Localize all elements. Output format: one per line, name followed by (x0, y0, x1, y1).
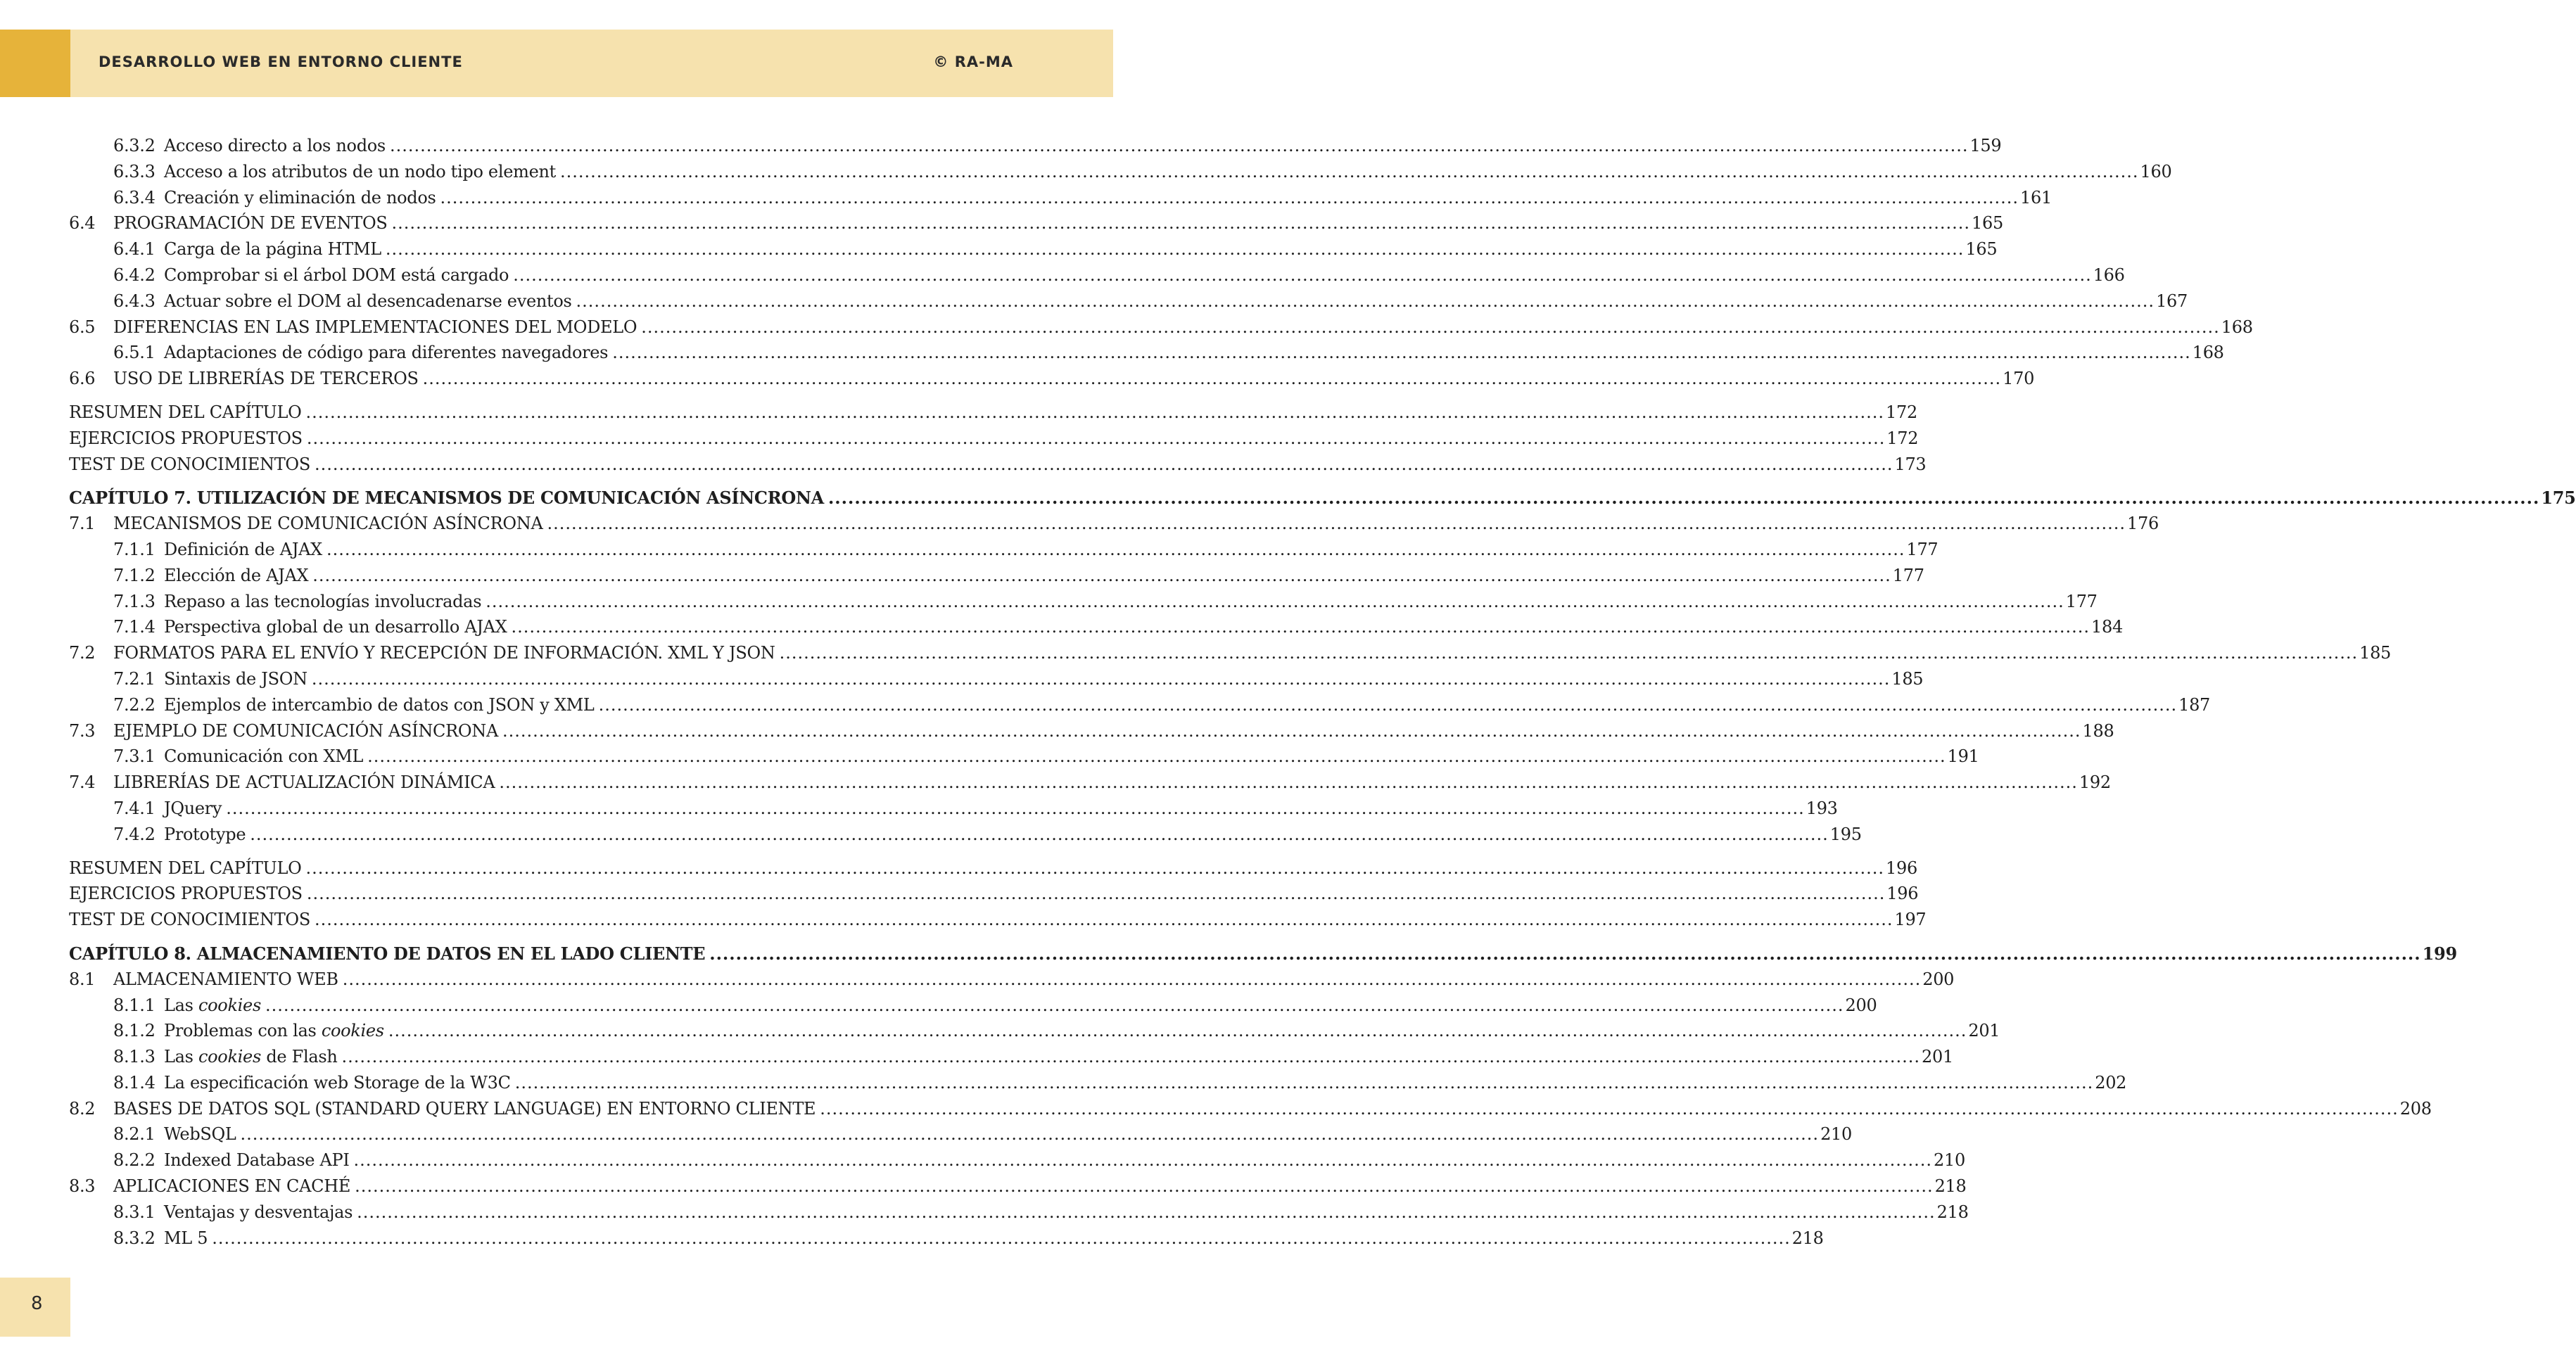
toc-chapter-row[interactable] (69, 488, 2576, 514)
toc-entry-title: WebSQL (164, 1124, 236, 1145)
toc-entry-number: 6.3.2 (113, 136, 156, 155)
toc-row[interactable] (69, 402, 1917, 428)
toc-entry-number: 7.4 (69, 772, 96, 793)
toc-entry-title: Actuar sobre el DOM al desencadenarse eventos (164, 291, 572, 311)
toc-entry-page: 172 (1886, 428, 1919, 448)
toc-dot-leader: .................................................................................................................................................................................................................................................................... (355, 1176, 1934, 1197)
toc-dot-leader: .................................................................................................................................................................................................................................................................... (314, 454, 1893, 474)
toc-row[interactable] (69, 1176, 1967, 1202)
header-accent-tab (0, 30, 70, 97)
toc-entry-page: 170 (2003, 369, 2035, 389)
toc-entry-page: 173 (1894, 454, 1927, 474)
toc-dot-leader: .................................................................................................................................................................................................................................................................... (240, 1124, 1820, 1145)
toc-entry-title: Acceso a los atributos de un nodo tipo element (164, 161, 556, 182)
toc-dot-leader: .................................................................................................................................................................................................................................................................... (312, 565, 1891, 585)
toc-row[interactable] (69, 858, 1917, 884)
toc-dot-leader: .................................................................................................................................................................................................................................................................... (511, 617, 2090, 637)
toc-entry-number: 8.1 (69, 969, 96, 989)
running-header-copyright: © RA-MA (933, 53, 1013, 70)
toc-entry-page: 195 (1829, 824, 1862, 844)
toc-entry-page: 188 (2082, 720, 2114, 741)
toc-row[interactable] (69, 746, 1979, 772)
toc-entry-number: 6.5 (69, 317, 96, 337)
toc-dot-leader: .................................................................................................................................................................................................................................................................... (326, 539, 1905, 559)
toc-dot-leader: .................................................................................................................................................................................................................................................................... (250, 824, 1829, 844)
toc-row[interactable] (69, 369, 2035, 395)
toc-entry-title: Creación y eliminación de nodos (164, 187, 436, 208)
toc-row[interactable] (69, 1047, 1953, 1073)
toc-entry-page: 165 (1972, 213, 2003, 234)
toc-entry-page: 202 (2095, 1072, 2127, 1093)
toc-row[interactable] (69, 1228, 1824, 1254)
toc-entry-number: 7.2.1 (113, 668, 156, 689)
toc-row[interactable] (69, 136, 2002, 162)
toc-entry-page: 165 (1965, 239, 1998, 260)
toc-entry-number: 8.2.2 (113, 1150, 156, 1171)
toc-entry-title: ML 5 (164, 1228, 208, 1248)
toc-row[interactable] (69, 1072, 2127, 1099)
toc-entry-page: 168 (2221, 317, 2253, 337)
toc-entry-title: TEST DE CONOCIMIENTOS (69, 910, 310, 930)
toc-dot-leader: .................................................................................................................................................................................................................................................................... (226, 798, 1805, 818)
toc-dot-leader: .................................................................................................................................................................................................................................................................... (598, 694, 2178, 715)
toc-entry-page: 168 (2192, 343, 2224, 363)
toc-entry-page: 200 (1845, 995, 1877, 1015)
toc-entry-page: 197 (1894, 910, 1927, 930)
toc-entry-number: 7.1.1 (113, 539, 156, 559)
toc-entry-title: Las cookies de Flash (164, 1047, 338, 1067)
toc-row[interactable] (69, 428, 1919, 454)
toc-row[interactable] (69, 617, 2123, 643)
toc-entry-number: 7.1.3 (113, 591, 156, 611)
toc-entry-number: 8.1.4 (113, 1072, 156, 1093)
toc-row[interactable] (69, 1202, 1969, 1228)
toc-row[interactable] (69, 1098, 2432, 1125)
toc-entry-number: 6.4.2 (113, 265, 156, 285)
toc-entry-page: 177 (2065, 591, 2098, 611)
toc-entry-page: 191 (1947, 746, 1979, 767)
toc-dot-leader: .................................................................................................................................................................................................................................................................... (440, 187, 2019, 208)
toc-entry-number: 8.2.1 (113, 1124, 156, 1145)
toc-entry-title: Acceso directo a los nodos (164, 136, 386, 155)
toc-entry-number: 8.1.2 (113, 1021, 156, 1041)
table-of-contents (69, 136, 2576, 1254)
toc-dot-leader: .................................................................................................................................................................................................................................................................... (306, 428, 1886, 448)
toc-dot-leader: .................................................................................................................................................................................................................................................................... (559, 161, 2139, 182)
toc-dot-leader: .................................................................................................................................................................................................................................................................... (486, 591, 2064, 611)
toc-row[interactable] (69, 265, 2125, 291)
toc-entry-page: 193 (1806, 798, 1838, 818)
toc-entry-title: Problemas con las cookies (164, 1021, 384, 1041)
toc-entry-title: RESUMEN DEL CAPÍTULO (69, 402, 302, 422)
toc-entry-title: TEST DE CONOCIMIENTOS (69, 454, 310, 474)
toc-entry-title: Prototype (164, 824, 246, 844)
toc-dot-leader: .................................................................................................................................................................................................................................................................... (389, 136, 1969, 155)
toc-dot-leader: .................................................................................................................................................................................................................................................................... (314, 910, 1893, 930)
toc-entry-page: 218 (1934, 1176, 1967, 1197)
toc-entry-page: 185 (2359, 643, 2392, 663)
toc-entry-number: 8.3 (69, 1176, 96, 1197)
toc-entry-number: 8.3.2 (113, 1228, 156, 1248)
toc-chapter-row[interactable] (69, 943, 2457, 969)
toc-dot-leader: .................................................................................................................................................................................................................................................................... (779, 643, 2359, 663)
toc-entry-number: 6.3.3 (113, 161, 156, 182)
toc-row[interactable] (69, 343, 2224, 369)
toc-entry-page: 184 (2091, 617, 2123, 637)
toc-entry-title: MECANISMOS DE COMUNICACIÓN ASÍNCRONA (113, 514, 543, 534)
toc-entry-title: Indexed Database API (164, 1150, 350, 1171)
toc-row[interactable] (69, 187, 2052, 214)
toc-entry-title: EJERCICIOS PROPUESTOS (69, 428, 303, 448)
toc-entry-page: 210 (1934, 1150, 1965, 1171)
toc-dot-leader: .................................................................................................................................................................................................................................................................... (367, 746, 1946, 767)
toc-entry-title: PROGRAMACIÓN DE EVENTOS (113, 213, 388, 234)
toc-entry-title: EJERCICIOS PROPUESTOS (69, 884, 303, 904)
toc-entry-page: 166 (2093, 265, 2125, 285)
toc-entry-number: 6.4.1 (113, 239, 156, 260)
toc-row[interactable] (69, 1021, 2000, 1047)
toc-dot-leader: .................................................................................................................................................................................................................................................................... (306, 884, 1886, 904)
toc-row[interactable] (69, 643, 2392, 669)
toc-row[interactable] (69, 565, 1924, 592)
toc-row[interactable] (69, 1124, 1852, 1150)
toc-entry-number: 7.2 (69, 643, 96, 663)
toc-entry-number: 6.4.3 (113, 291, 156, 311)
toc-entry-page: 161 (2020, 187, 2052, 208)
toc-row[interactable] (69, 884, 1919, 910)
toc-entry-page: 196 (1886, 858, 1917, 878)
toc-entry-title: CAPÍTULO 8. ALMACENAMIENTO DE DATOS EN EL LADO CLIENTE (69, 943, 706, 964)
toc-dot-leader: .................................................................................................................................................................................................................................................................... (422, 369, 2002, 389)
toc-dot-leader: .................................................................................................................................................................................................................................................................... (641, 317, 2220, 337)
toc-row[interactable] (69, 1150, 1965, 1176)
toc-entry-title: Ejemplos de intercambio de datos con JSON y XML (164, 694, 595, 715)
toc-entry-page: 196 (1886, 884, 1919, 904)
toc-entry-page: 201 (1922, 1047, 1953, 1067)
toc-row[interactable] (69, 161, 2172, 188)
toc-entry-page: 199 (2422, 943, 2457, 964)
toc-row[interactable] (69, 969, 1955, 995)
toc-dot-leader: .................................................................................................................................................................................................................................................................... (576, 291, 2155, 311)
toc-dot-leader: .................................................................................................................................................................................................................................................................... (212, 1228, 1791, 1248)
toc-entry-page: 187 (2178, 694, 2211, 715)
toc-dot-leader: .................................................................................................................................................................................................................................................................... (513, 265, 2092, 285)
toc-entry-title: Ventajas y desventajas (164, 1202, 353, 1222)
toc-entry-title: CAPÍTULO 7. UTILIZACIÓN DE MECANISMOS DE COMUNICACIÓN ASÍNCRONA (69, 488, 824, 509)
toc-entry-number: 6.4 (69, 213, 96, 234)
toc-entry-page: 218 (1936, 1202, 1969, 1222)
toc-entry-number: 7.2.2 (113, 694, 156, 715)
toc-entry-number: 7.4.2 (113, 824, 156, 844)
toc-entry-title: La especificación web Storage de la W3C (164, 1072, 511, 1093)
toc-dot-leader: .................................................................................................................................................................................................................................................................... (311, 668, 1891, 689)
toc-entry-title: Definición de AJAX (164, 539, 322, 559)
toc-row[interactable] (69, 995, 1877, 1021)
toc-entry-title: ALMACENAMIENTO WEB (113, 969, 338, 989)
toc-row[interactable] (69, 772, 2111, 798)
toc-entry-title: Elección de AJAX (164, 565, 309, 585)
toc-entry-title: EJEMPLO DE COMUNICACIÓN ASÍNCRONA (113, 720, 498, 741)
toc-row[interactable] (69, 720, 2114, 747)
toc-dot-leader: .................................................................................................................................................................................................................................................................... (514, 1072, 2094, 1093)
toc-dot-leader: .................................................................................................................................................................................................................................................................... (499, 772, 2078, 793)
toc-row[interactable] (69, 910, 1927, 936)
toc-entry-page: 160 (2140, 161, 2172, 182)
toc-dot-leader: .................................................................................................................................................................................................................................................................... (827, 488, 2540, 509)
toc-row[interactable] (69, 291, 2188, 317)
running-header-title: DESARROLLO WEB EN ENTORNO CLIENTE (99, 53, 463, 70)
toc-dot-leader: .................................................................................................................................................................................................................................................................... (709, 943, 2421, 964)
toc-dot-leader: .................................................................................................................................................................................................................................................................... (391, 213, 1971, 234)
toc-entry-page: 177 (1892, 565, 1924, 585)
toc-entry-number: 8.1.3 (113, 1047, 156, 1067)
toc-entry-title: Perspectiva global de un desarrollo AJAX (164, 617, 507, 637)
toc-entry-page: 185 (1891, 668, 1924, 689)
toc-dot-leader: .................................................................................................................................................................................................................................................................... (342, 969, 1922, 989)
toc-entry-number: 7.3.1 (113, 746, 156, 767)
toc-row[interactable] (69, 824, 1862, 851)
toc-entry-title: RESUMEN DEL CAPÍTULO (69, 858, 302, 878)
toc-entry-number: 6.5.1 (113, 343, 156, 363)
toc-entry-title: Sintaxis de JSON (164, 668, 307, 689)
toc-entry-page: 177 (1906, 539, 1939, 559)
toc-row[interactable] (69, 668, 1924, 695)
toc-dot-leader: .................................................................................................................................................................................................................................................................... (341, 1047, 1921, 1067)
toc-entry-page: 176 (2127, 514, 2159, 534)
toc-entry-page: 172 (1886, 402, 1917, 422)
toc-entry-number: 8.2 (69, 1098, 96, 1119)
toc-entry-page: 192 (2079, 772, 2111, 793)
toc-dot-leader: .................................................................................................................................................................................................................................................................... (388, 1021, 1967, 1041)
toc-row[interactable] (69, 694, 2211, 721)
toc-row[interactable] (69, 213, 2003, 239)
toc-entry-title: Comunicación con XML (164, 746, 364, 767)
toc-entry-page: 167 (2156, 291, 2188, 311)
toc-entry-number: 7.1 (69, 514, 96, 534)
toc-dot-leader: .................................................................................................................................................................................................................................................................... (305, 402, 1884, 422)
toc-row[interactable] (69, 798, 1838, 825)
toc-entry-page: 208 (2399, 1098, 2432, 1119)
toc-entry-title: Adaptaciones de código para diferentes navegadores (164, 343, 609, 363)
toc-entry-number: 7.4.1 (113, 798, 156, 818)
toc-entry-title: Carga de la página HTML (164, 239, 381, 260)
toc-entry-number: 7.1.4 (113, 617, 156, 637)
toc-row[interactable] (69, 591, 2098, 618)
toc-entry-title: Comprobar si el árbol DOM está cargado (164, 265, 509, 285)
toc-dot-leader: .................................................................................................................................................................................................................................................................... (820, 1098, 2399, 1119)
toc-entry-page: 210 (1820, 1124, 1852, 1145)
toc-row[interactable] (69, 239, 1998, 265)
toc-row[interactable] (69, 317, 2253, 343)
toc-dot-leader: .................................................................................................................................................................................................................................................................... (305, 858, 1884, 878)
toc-dot-leader: .................................................................................................................................................................................................................................................................... (265, 995, 1844, 1015)
toc-entry-title: DIFERENCIAS EN LAS IMPLEMENTACIONES DEL MODELO (113, 317, 637, 337)
toc-entry-title: FORMATOS PARA EL ENVÍO Y RECEPCIÓN DE INFORMACIÓN. XML Y JSON (113, 643, 775, 663)
toc-dot-leader: .................................................................................................................................................................................................................................................................... (547, 514, 2126, 534)
toc-entry-number: 6.6 (69, 369, 96, 389)
toc-row[interactable] (69, 514, 2159, 540)
toc-entry-title: JQuery (164, 798, 222, 818)
toc-entry-title: APLICACIONES EN CACHÉ (113, 1176, 351, 1197)
toc-entry-title: Repaso a las tecnologías involucradas (164, 591, 482, 611)
toc-entry-page: 159 (1969, 136, 2002, 155)
toc-row[interactable] (69, 454, 1927, 480)
toc-entry-number: 7.1.2 (113, 565, 156, 585)
toc-dot-leader: .................................................................................................................................................................................................................................................................... (385, 239, 1965, 260)
toc-entry-title: Las cookies (164, 995, 261, 1015)
toc-dot-leader: .................................................................................................................................................................................................................................................................... (357, 1202, 1936, 1222)
page-number: 8 (31, 1293, 43, 1314)
toc-row[interactable] (69, 539, 1939, 566)
toc-entry-title: LIBRERÍAS DE ACTUALIZACIÓN DINÁMICA (113, 772, 495, 793)
toc-dot-leader: .................................................................................................................................................................................................................................................................... (353, 1150, 1933, 1171)
toc-entry-number: 8.3.1 (113, 1202, 156, 1222)
toc-entry-number: 8.1.1 (113, 995, 156, 1015)
toc-entry-title: USO DE LIBRERÍAS DE TERCEROS (113, 369, 419, 389)
toc-entry-title: BASES DE DATOS SQL (STANDARD QUERY LANGUAGE) EN ENTORNO CLIENTE (113, 1098, 816, 1119)
toc-entry-page: 200 (1922, 969, 1955, 989)
toc-entry-page: 201 (1968, 1021, 2000, 1041)
toc-entry-number: 6.3.4 (113, 187, 156, 208)
toc-entry-page: 218 (1791, 1228, 1824, 1248)
toc-entry-page: 175 (2541, 488, 2576, 509)
toc-entry-number: 7.3 (69, 720, 96, 741)
toc-dot-leader: .................................................................................................................................................................................................................................................................... (612, 343, 2191, 363)
toc-dot-leader: .................................................................................................................................................................................................................................................................... (502, 720, 2081, 741)
